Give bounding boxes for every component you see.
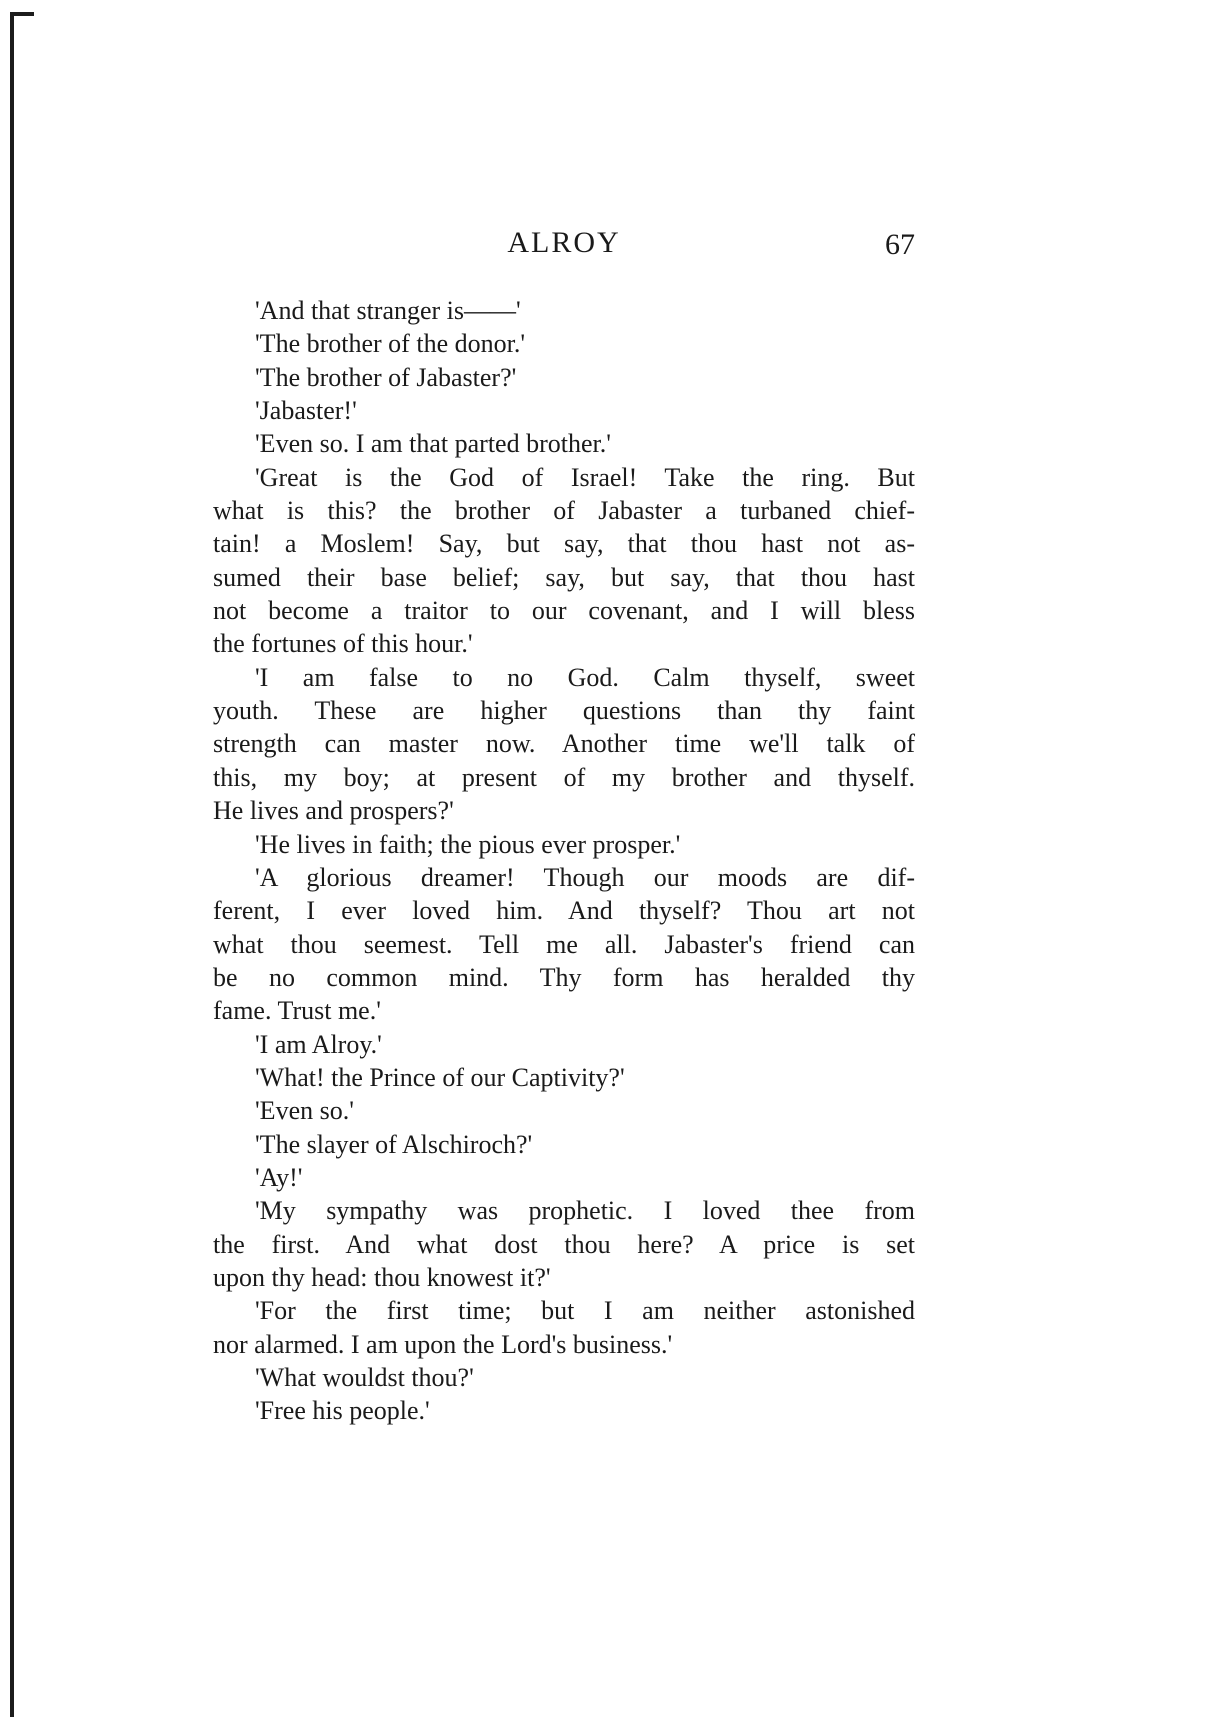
text-line: 'Free his people.' [255, 1396, 430, 1426]
text-line: 'The slayer of Alschiroch?' [255, 1129, 533, 1159]
text-line: 'He lives in faith; the pious ever prosper.' [255, 829, 681, 859]
text-line: 'A glorious dreamer! Though our moods are dif- [255, 862, 915, 892]
text-line: fame. Trust me.' [213, 996, 381, 1026]
text-line: 'Even so. I am that parted brother.' [255, 429, 611, 459]
text-line: what thou seemest. Tell me all. Jabaster's friend can [213, 929, 915, 959]
text-line: 'And that stranger is——' [255, 296, 521, 325]
text-line: upon thy head: thou knowest it?' [213, 1262, 551, 1292]
text-line: be no common mind. Thy form has heralded thy [213, 962, 915, 992]
text-line: what is this? the brother of Jabaster a turbaned chief- [213, 496, 915, 526]
text-line: 'For the first time; but I am neither astonished [255, 1296, 915, 1326]
text-line: ferent, I ever loved him. And thyself? Thou art not [213, 896, 915, 926]
text-line: 'I am false to no God. Calm thyself, sweet [255, 662, 915, 692]
text-line: tain! a Moslem! Say, but say, that thou hast not as- [213, 529, 915, 559]
text-line: not become a traitor to our covenant, and I will bless [213, 596, 915, 626]
text-line: 'What! the Prince of our Captivity?' [255, 1062, 625, 1092]
text-line: youth. These are higher questions than thy faint [213, 696, 915, 726]
page-binding-edge [10, 12, 14, 1717]
text-line: the first. And what dost thou here? A price is set [213, 1229, 915, 1259]
text-line: 'What wouldst thou?' [255, 1363, 474, 1392]
text-line: 'My sympathy was prophetic. I loved thee from [255, 1196, 915, 1226]
running-header [213, 226, 915, 266]
text-line: 'Great is the God of Israel! Take the ring. But [255, 462, 915, 492]
text-line: nor alarmed. I am upon the Lord's business.' [213, 1329, 673, 1359]
page-number: 67 [885, 228, 915, 261]
text-line: sumed their base belief; say, but say, that thou hast [213, 562, 915, 592]
page-binding-corner [10, 12, 34, 16]
text-line: 'The brother of Jabaster?' [255, 362, 517, 392]
text-line: 'Ay!' [255, 1162, 303, 1192]
text-line: strength can master now. Another time we'll talk of [213, 729, 915, 759]
text-line: 'I am Alroy.' [255, 1029, 382, 1059]
text-line: 'Jabaster!' [255, 396, 357, 426]
body-text [213, 294, 915, 1428]
text-line: the fortunes of this hour.' [213, 629, 473, 659]
text-line: 'The brother of the donor.' [255, 329, 526, 359]
text-line: 'Even so.' [255, 1096, 354, 1126]
text-line: He lives and prospers?' [213, 796, 454, 826]
running-title: ALROY [507, 226, 621, 259]
text-line: this, my boy; at present of my brother and thyself. [213, 762, 915, 792]
